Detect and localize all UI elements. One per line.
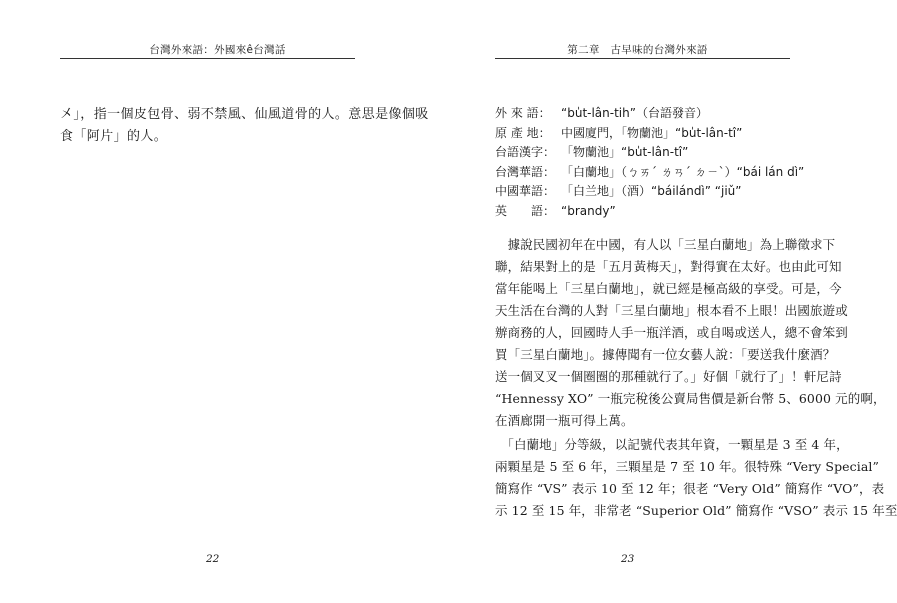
page-number-right: 23 bbox=[621, 553, 635, 565]
definition-label: 台灣華語： bbox=[495, 164, 556, 179]
body-paragraphs bbox=[495, 234, 897, 524]
definition-label: 台語漢字： bbox=[495, 145, 556, 159]
definition-row bbox=[495, 202, 815, 222]
definition-value: “bu̍t-lân-tih”（台語發音） bbox=[561, 106, 708, 120]
definition-row bbox=[495, 124, 815, 144]
paragraph-line: 天生活在台灣的人對「三星白蘭地」根本看不上眼！出國旅遊或 bbox=[495, 303, 848, 318]
page-number-left: 22 bbox=[206, 553, 220, 565]
definition-row bbox=[495, 104, 815, 124]
paragraph-line: 聯，結果對上的是「五月黃梅天」，對得實在太好。也由此可知 bbox=[495, 259, 842, 274]
left-body-text bbox=[60, 104, 429, 147]
definition-value: 「白蘭地」（ㄅㄞˊ ㄌㄢˊ ㄉㄧˋ）“bái lán dì” bbox=[561, 164, 805, 179]
definition-label: 原 產 地： bbox=[495, 125, 551, 140]
paragraph-line: 當年能喝上「三星白蘭地」，就已經是極高級的享受。可是，今 bbox=[495, 281, 842, 296]
paragraph-line: 買「三星白蘭地」。據傳聞有一位女藝人說：「要送我什麼酒？ bbox=[495, 347, 836, 362]
paragraph-line: “Hennessy XO” 一瓶完稅後公賣局售價是新台幣 5、6000 元的啊， bbox=[495, 391, 886, 406]
definition-row bbox=[495, 143, 815, 163]
definition-label: 英 語： bbox=[495, 203, 556, 218]
definition-row bbox=[495, 163, 815, 183]
paragraph-line: 示 12 至 15 年，非常老 “Superior Old” 簡寫作 “VSO” 表示 15 年至 bbox=[495, 503, 897, 518]
definition-value: 「物蘭池」“bu̍t-lân-tî” bbox=[561, 145, 689, 159]
paragraph-line: 兩顆星是 5 至 6 年，三顆星是 7 至 10 年。很特殊 “Very Special” bbox=[495, 459, 880, 474]
paragraph-line: 辦商務的人，回國時人手一瓶洋酒，或自喝或送人，總不會笨到 bbox=[495, 325, 848, 340]
definition-label: 中國華語： bbox=[495, 184, 556, 198]
paragraph bbox=[495, 234, 886, 432]
paragraph-line: 送一個叉叉一個圈圈的那種就行了。」好個「就行了」！軒尼詩 bbox=[495, 369, 842, 384]
paragraph-line: 「白蘭地」分等級，以記號代表其年資，一顆星是 3 至 4 年， bbox=[495, 437, 849, 452]
paragraph bbox=[495, 434, 897, 522]
definition-label: 外 來 語： bbox=[495, 106, 551, 120]
running-header-left: 台灣外來語：外國來ê台灣話 bbox=[149, 44, 286, 56]
definition-value: 「白兰地」（酒）“báilándì” “jiǔ” bbox=[561, 184, 742, 198]
definition-value: 中國廈門，「物蘭池」“bu̍t-lân-tî” bbox=[561, 125, 743, 140]
paragraph-line: 據說民國初年在中國，有人以「三星白蘭地」為上聯徵求下 bbox=[495, 237, 836, 252]
header-rule-left bbox=[60, 58, 355, 59]
running-header-right: 第二章 古早味的台灣外來語 bbox=[567, 44, 708, 56]
definition-value: “brandy” bbox=[561, 203, 616, 218]
paragraph-line: 在酒廊開一瓶可得上萬。 bbox=[495, 413, 634, 428]
right-page bbox=[425, 0, 897, 603]
left-page bbox=[0, 0, 429, 603]
term-definition-list bbox=[495, 104, 815, 221]
paragraph-line: 簡寫作 “VS” 表示 10 至 12 年；很老 “Very Old” 簡寫作 “VO”，表 bbox=[495, 481, 885, 496]
body-line: 㐅」，指一個皮包骨、弱不禁風、仙風道骨的人。意思是像個吸 bbox=[60, 107, 429, 122]
body-line: 食「阿片」的人。 bbox=[60, 128, 168, 144]
header-rule-right bbox=[495, 58, 790, 59]
definition-row bbox=[495, 182, 815, 202]
